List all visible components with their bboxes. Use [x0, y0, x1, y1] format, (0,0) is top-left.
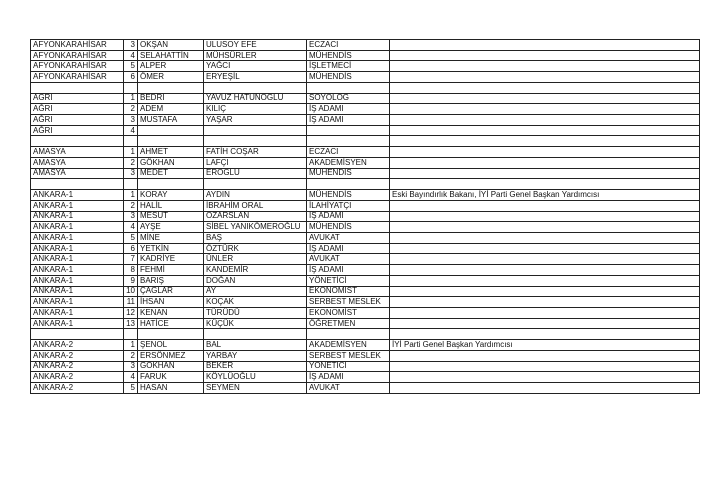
- cell-last-name: ÖZTÜRK: [204, 243, 307, 254]
- table-row: [31, 383, 700, 394]
- cell-first-name: FEHMİ: [138, 265, 204, 276]
- cell-last-name: MÜHSÜRLER: [204, 50, 307, 61]
- table-row: [31, 82, 700, 93]
- cell-province: AFYONKARAHİSAR: [31, 72, 124, 83]
- cell-rank: 4: [124, 125, 138, 136]
- cell-note: [390, 104, 700, 115]
- cell-note: [390, 383, 700, 394]
- cell-rank: [124, 329, 138, 340]
- table-row: [31, 190, 700, 201]
- cell-first-name: [138, 179, 204, 190]
- table-row: [31, 361, 700, 372]
- cell-rank: 12: [124, 307, 138, 318]
- cell-note: [390, 307, 700, 318]
- cell-province: ANKARA-1: [31, 318, 124, 329]
- cell-last-name: [204, 179, 307, 190]
- cell-profession: AVUKAT: [307, 232, 390, 243]
- cell-last-name: KÖYLÜOĞLU: [204, 372, 307, 383]
- cell-last-name: İBRAHİM ORAL: [204, 200, 307, 211]
- table-row: [31, 147, 700, 158]
- cell-province: AMASYA: [31, 157, 124, 168]
- cell-profession: İŞ ADAMI: [307, 265, 390, 276]
- cell-province: AFYONKARAHİSAR: [31, 61, 124, 72]
- cell-profession: EKONOMİST: [307, 286, 390, 297]
- cell-rank: 4: [124, 222, 138, 233]
- table-row: [31, 340, 700, 351]
- table-row: [31, 307, 700, 318]
- cell-note: [390, 125, 700, 136]
- table-row: [31, 211, 700, 222]
- cell-province: [31, 179, 124, 190]
- table-row: [31, 286, 700, 297]
- table-row: [31, 297, 700, 308]
- table-row: [31, 243, 700, 254]
- cell-province: [31, 82, 124, 93]
- cell-province: AĞRI: [31, 104, 124, 115]
- cell-province: AFYONKARAHİSAR: [31, 50, 124, 61]
- cell-last-name: KILIÇ: [204, 104, 307, 115]
- cell-profession: İŞ ADAMI: [307, 211, 390, 222]
- cell-province: ANKARA-2: [31, 383, 124, 394]
- cell-last-name: YAĞCI: [204, 61, 307, 72]
- cell-last-name: KÜÇÜK: [204, 318, 307, 329]
- cell-note: [390, 147, 700, 158]
- cell-rank: 1: [124, 147, 138, 158]
- cell-province: AMASYA: [31, 147, 124, 158]
- cell-last-name: YAŞAR: [204, 115, 307, 126]
- cell-profession: [307, 329, 390, 340]
- cell-first-name: ERSÖNMEZ: [138, 350, 204, 361]
- cell-last-name: FATİH COŞAR: [204, 147, 307, 158]
- cell-rank: 2: [124, 350, 138, 361]
- table-row: [31, 329, 700, 340]
- table-row: [31, 168, 700, 179]
- table-row: [31, 115, 700, 126]
- cell-province: ANKARA-1: [31, 211, 124, 222]
- cell-note: [390, 93, 700, 104]
- cell-rank: 2: [124, 157, 138, 168]
- cell-province: ANKARA-2: [31, 350, 124, 361]
- cell-profession: İŞLETMECİ: [307, 61, 390, 72]
- cell-note: [390, 361, 700, 372]
- cell-last-name: YAVUZ HATUNOĞLU: [204, 93, 307, 104]
- cell-province: ANKARA-1: [31, 254, 124, 265]
- cell-rank: 7: [124, 254, 138, 265]
- cell-profession: İŞ ADAMI: [307, 372, 390, 383]
- cell-first-name: FARUK: [138, 372, 204, 383]
- cell-province: ANKARA-2: [31, 361, 124, 372]
- cell-profession: ECZACI: [307, 147, 390, 158]
- cell-note: [390, 329, 700, 340]
- cell-last-name: AY: [204, 286, 307, 297]
- cell-province: ANKARA-1: [31, 200, 124, 211]
- cell-note: [390, 222, 700, 233]
- table-row: [31, 350, 700, 361]
- cell-rank: [124, 179, 138, 190]
- cell-profession: YÖNETİCİ: [307, 275, 390, 286]
- cell-first-name: GÖKHAN: [138, 361, 204, 372]
- cell-profession: İŞ ADAMI: [307, 104, 390, 115]
- cell-province: [31, 329, 124, 340]
- cell-rank: 10: [124, 286, 138, 297]
- cell-profession: MÜHENDİS: [307, 190, 390, 201]
- cell-last-name: BAŞ: [204, 232, 307, 243]
- cell-last-name: AYDIN: [204, 190, 307, 201]
- cell-profession: ÖĞRETMEN: [307, 318, 390, 329]
- table-row: [31, 372, 700, 383]
- cell-rank: [124, 136, 138, 147]
- cell-first-name: ADEM: [138, 104, 204, 115]
- cell-profession: MÜHENDİS: [307, 50, 390, 61]
- cell-rank: 3: [124, 40, 138, 51]
- cell-province: ANKARA-1: [31, 243, 124, 254]
- cell-province: [31, 136, 124, 147]
- cell-note: [390, 157, 700, 168]
- cell-province: AĞRI: [31, 115, 124, 126]
- cell-note: [390, 232, 700, 243]
- cell-note: [390, 254, 700, 265]
- cell-rank: 6: [124, 72, 138, 83]
- cell-first-name: MİNE: [138, 232, 204, 243]
- table-row: [31, 104, 700, 115]
- cell-first-name: [138, 136, 204, 147]
- cell-province: ANKARA-1: [31, 297, 124, 308]
- cell-profession: İLAHİYATÇI: [307, 200, 390, 211]
- cell-profession: MÜHENDİS: [307, 168, 390, 179]
- cell-profession: SERBEST MESLEK: [307, 350, 390, 361]
- cell-last-name: [204, 125, 307, 136]
- cell-rank: 3: [124, 361, 138, 372]
- cell-first-name: HASAN: [138, 383, 204, 394]
- cell-rank: 6: [124, 243, 138, 254]
- cell-province: AFYONKARAHİSAR: [31, 40, 124, 51]
- cell-rank: 4: [124, 50, 138, 61]
- cell-last-name: [204, 136, 307, 147]
- cell-rank: 1: [124, 340, 138, 351]
- cell-province: ANKARA-1: [31, 275, 124, 286]
- cell-rank: 11: [124, 297, 138, 308]
- cell-note: [390, 211, 700, 222]
- cell-note: [390, 61, 700, 72]
- cell-last-name: SEYMEN: [204, 383, 307, 394]
- cell-note: [390, 50, 700, 61]
- cell-first-name: HALİL: [138, 200, 204, 211]
- cell-profession: [307, 82, 390, 93]
- cell-profession: EKONOMİST: [307, 307, 390, 318]
- cell-province: AĞRI: [31, 93, 124, 104]
- cell-profession: AKADEMİSYEN: [307, 157, 390, 168]
- table-row: [31, 157, 700, 168]
- cell-first-name: İHSAN: [138, 297, 204, 308]
- table-row: [31, 200, 700, 211]
- cell-note: [390, 297, 700, 308]
- cell-rank: [124, 82, 138, 93]
- cell-first-name: AHMET: [138, 147, 204, 158]
- cell-rank: 4: [124, 372, 138, 383]
- cell-first-name: [138, 125, 204, 136]
- table-row: [31, 125, 700, 136]
- table-row: [31, 50, 700, 61]
- cell-rank: 13: [124, 318, 138, 329]
- table-row: [31, 136, 700, 147]
- cell-first-name: KADRİYE: [138, 254, 204, 265]
- cell-first-name: KORAY: [138, 190, 204, 201]
- cell-first-name: OKŞAN: [138, 40, 204, 51]
- cell-note: [390, 265, 700, 276]
- cell-profession: SERBEST MESLEK: [307, 297, 390, 308]
- cell-province: ANKARA-1: [31, 222, 124, 233]
- cell-note: [390, 136, 700, 147]
- table-row: [31, 72, 700, 83]
- cell-profession: SOYOLOG: [307, 93, 390, 104]
- cell-last-name: SİBEL YANIKÖMEROĞLU: [204, 222, 307, 233]
- cell-rank: 3: [124, 168, 138, 179]
- cell-last-name: KANDEMİR: [204, 265, 307, 276]
- cell-profession: AVUKAT: [307, 254, 390, 265]
- cell-note: [390, 82, 700, 93]
- cell-last-name: [204, 329, 307, 340]
- cell-first-name: SELAHATTİN: [138, 50, 204, 61]
- cell-note: [390, 286, 700, 297]
- cell-first-name: YETKİN: [138, 243, 204, 254]
- cell-province: ANKARA-2: [31, 372, 124, 383]
- cell-first-name: ÇAĞLAR: [138, 286, 204, 297]
- cell-note: [390, 243, 700, 254]
- cell-last-name: BEKER: [204, 361, 307, 372]
- cell-last-name: ÜNLER: [204, 254, 307, 265]
- cell-note: [390, 179, 700, 190]
- cell-profession: MÜHENDİS: [307, 222, 390, 233]
- cell-note: [390, 40, 700, 51]
- cell-last-name: ÖZARSLAN: [204, 211, 307, 222]
- cell-last-name: DOĞAN: [204, 275, 307, 286]
- cell-rank: 5: [124, 383, 138, 394]
- table-row: [31, 179, 700, 190]
- cell-last-name: [204, 82, 307, 93]
- cell-rank: 5: [124, 232, 138, 243]
- cell-last-name: TÜRÜDÜ: [204, 307, 307, 318]
- cell-province: ANKARA-1: [31, 265, 124, 276]
- cell-first-name: GÖKHAN: [138, 157, 204, 168]
- cell-rank: 2: [124, 104, 138, 115]
- cell-note: Eski Bayındırlık Bakanı, İYİ Parti Genel Başkan Yardımcısı: [390, 190, 700, 201]
- table-row: [31, 40, 700, 51]
- cell-note: [390, 318, 700, 329]
- cell-rank: 1: [124, 93, 138, 104]
- cell-note: İYİ Parti Genel Başkan Yardımcısı: [390, 340, 700, 351]
- cell-profession: YÖNETİCİ: [307, 361, 390, 372]
- cell-note: [390, 115, 700, 126]
- cell-rank: 3: [124, 211, 138, 222]
- cell-last-name: BAL: [204, 340, 307, 351]
- cell-rank: 2: [124, 200, 138, 211]
- cell-profession: ECZACI: [307, 40, 390, 51]
- cell-profession: [307, 179, 390, 190]
- cell-note: [390, 350, 700, 361]
- table-row: [31, 254, 700, 265]
- cell-rank: 3: [124, 115, 138, 126]
- cell-province: ANKARA-2: [31, 340, 124, 351]
- table-row: [31, 275, 700, 286]
- cell-first-name: ALPER: [138, 61, 204, 72]
- cell-note: [390, 372, 700, 383]
- cell-last-name: YARBAY: [204, 350, 307, 361]
- cell-last-name: ERYEŞİL: [204, 72, 307, 83]
- cell-first-name: MESUT: [138, 211, 204, 222]
- table-row: [31, 232, 700, 243]
- cell-first-name: MUSTAFA: [138, 115, 204, 126]
- cell-first-name: ÖMER: [138, 72, 204, 83]
- cell-province: ANKARA-1: [31, 307, 124, 318]
- cell-profession: MÜHENDİS: [307, 72, 390, 83]
- cell-province: ANKARA-1: [31, 286, 124, 297]
- cell-last-name: KOÇAK: [204, 297, 307, 308]
- table-row: [31, 61, 700, 72]
- cell-profession: İŞ ADAMI: [307, 115, 390, 126]
- table-row: [31, 222, 700, 233]
- candidate-table: [30, 39, 700, 394]
- cell-rank: 5: [124, 61, 138, 72]
- cell-profession: [307, 136, 390, 147]
- cell-profession: İŞ ADAMI: [307, 243, 390, 254]
- cell-note: [390, 275, 700, 286]
- cell-first-name: KENAN: [138, 307, 204, 318]
- cell-profession: [307, 125, 390, 136]
- cell-rank: 9: [124, 275, 138, 286]
- table-row: [31, 265, 700, 276]
- table-row: [31, 318, 700, 329]
- cell-first-name: BARIŞ: [138, 275, 204, 286]
- cell-rank: 1: [124, 190, 138, 201]
- cell-province: ANKARA-1: [31, 232, 124, 243]
- table-row: [31, 93, 700, 104]
- cell-last-name: ULUSOY EFE: [204, 40, 307, 51]
- cell-province: AMASYA: [31, 168, 124, 179]
- cell-province: AĞRI: [31, 125, 124, 136]
- cell-last-name: LAFÇI: [204, 157, 307, 168]
- cell-first-name: MEDET: [138, 168, 204, 179]
- cell-province: ANKARA-1: [31, 190, 124, 201]
- cell-note: [390, 168, 700, 179]
- cell-note: [390, 200, 700, 211]
- cell-profession: AKADEMİSYEN: [307, 340, 390, 351]
- candidate-table-body: [31, 40, 700, 394]
- cell-rank: 8: [124, 265, 138, 276]
- cell-first-name: BEDRİ: [138, 93, 204, 104]
- cell-last-name: EROĞLU: [204, 168, 307, 179]
- cell-first-name: [138, 82, 204, 93]
- cell-profession: AVUKAT: [307, 383, 390, 394]
- cell-first-name: HATİCE: [138, 318, 204, 329]
- cell-first-name: [138, 329, 204, 340]
- cell-first-name: AYŞE: [138, 222, 204, 233]
- cell-first-name: ŞENOL: [138, 340, 204, 351]
- cell-note: [390, 72, 700, 83]
